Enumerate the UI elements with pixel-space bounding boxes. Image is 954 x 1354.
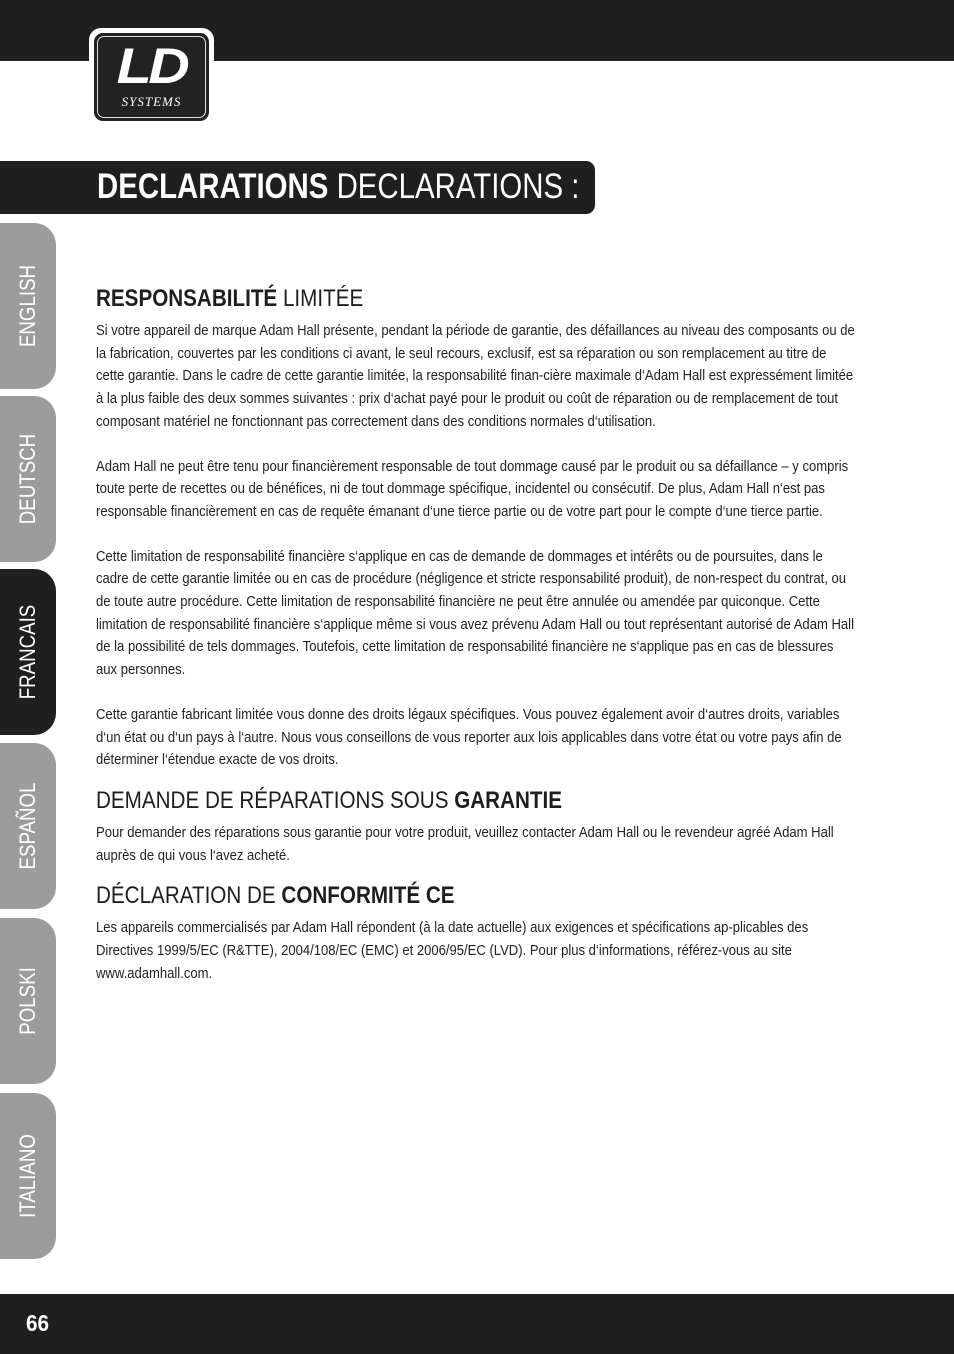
page-title [97, 164, 579, 210]
liability-paragraph-2: Adam Hall ne peut être tenu pour financièrement responsable de tout dommage causé par le produit ou sa défaillance – y compris toute perte de recettes ou de bénéfices, ni de tout dommage spécifique, incidentel ou consécutif. De plus, Adam Hall n‘est pas responsable financièrement en cas de requête émanant d‘une tierce partie ou de votre part pour le compte d‘une tierce partie. [96, 457, 849, 520]
tab-espanol[interactable] [0, 743, 56, 909]
conformity-paragraph: Les appareils commercialisés par Adam Hall répondent (à la date actuelle) aux exigences et spécifications ap-plicables des Directives 1999/5/EC (R&TTE), 2004/108/EC (EMC) et 2006/95/EC (LVD). Pour plus d‘informations, référez-vous au site www.adamhall.com. [96, 919, 809, 982]
tab-deutsch[interactable] [0, 396, 56, 562]
bottom-bar [0, 1294, 954, 1354]
liability-paragraph-1: Si votre appareil de marque Adam Hall présente, pendant la période de garantie, des défaillances au niveau des composants ou de la fabrication, couvertes par les conditions ci avant, le seul recours, exclusif, est sa réparation ou son remplacement au titre de cette garantie. Dans le cadre de cette garantie limitée, la responsabilité finan-cière maximale d‘Adam Hall est expressément limitée à la plus faible des deux sommes suivantes : prix d‘achat payé pour le produit ou coût de réparation ou de remplacement de tout composant matériel ne fonctionnant pas correctement dans des conditions normales d‘utilisation. [96, 322, 855, 430]
page-title-light: DECLARATIONS : [336, 167, 580, 206]
liability-heading: RESPONSABILITÉ LIMITÉE [96, 285, 364, 312]
tab-italiano[interactable] [0, 1093, 56, 1259]
warranty-heading: DEMANDE DE RÉPARATIONS SOUS GARANTIE [96, 786, 562, 814]
tab-polski[interactable] [0, 918, 56, 1084]
tab-italiano-label: ITALIANO [15, 1134, 40, 1218]
warranty-paragraph: Pour demander des réparations sous garantie pour votre produit, veuillez contacter Adam Hall ou le revendeur agréé Adam Hall auprès de qui vous l‘avez acheté. [96, 823, 834, 864]
tab-english-label: ENGLISH [15, 264, 40, 348]
tab-francais-label: FRANCAIS [15, 604, 40, 700]
tab-deutsch-label: DEUTSCH [15, 433, 40, 525]
liability-paragraph-3: Cette limitation de responsabilité financière s‘applique en cas de demande de dommages et intérêts ou de poursuites, dans le cadre de cette garantie limitée ou en cas de procédure (négligence et stricte responsabilité produit), de non-respect du contrat, ou de toute autre procédure. Cette limitation de responsabilité financière ne peut être annulée ou amendée par quiconque. Cette limitation de responsabilité financière s‘applique même si vous avez prévenu Adam Hall ou tout représentant autorisé de Adam Hall de la possibilité de tels dommages. Toutefois, cette limitation de responsabilité financière ne s‘applique pas en cas de blessures aux personnes. [96, 547, 854, 679]
ld-systems-logo [89, 28, 214, 126]
logo-subtext: SYSTEMS [121, 94, 182, 109]
conformity-heading: DÉCLARATION DE CONFORMITÉ CE [96, 882, 455, 910]
page-title-bold: DECLARATIONS [97, 167, 329, 206]
tab-polski-label: POLSKI [15, 967, 40, 1035]
logo-text: LD [116, 38, 187, 94]
logo-badge [94, 33, 209, 121]
tab-francais[interactable] [0, 569, 56, 735]
page-number: 66 [26, 1310, 50, 1336]
liability-paragraph-4: Cette garantie fabricant limitée vous donne des droits légaux spécifiques. Vous pouvez également avoir d‘autres droits, variables d‘un état ou d‘un pays à l‘autre. Nous vous conseillons de vous reporter aux lois applicables dans votre état ou votre pays afin de déterminer l‘étendue exacte de vos droits. [96, 705, 842, 769]
main-content [96, 282, 856, 985]
tab-english[interactable] [0, 223, 56, 389]
tab-espanol-label: ESPAÑOL [15, 782, 40, 870]
